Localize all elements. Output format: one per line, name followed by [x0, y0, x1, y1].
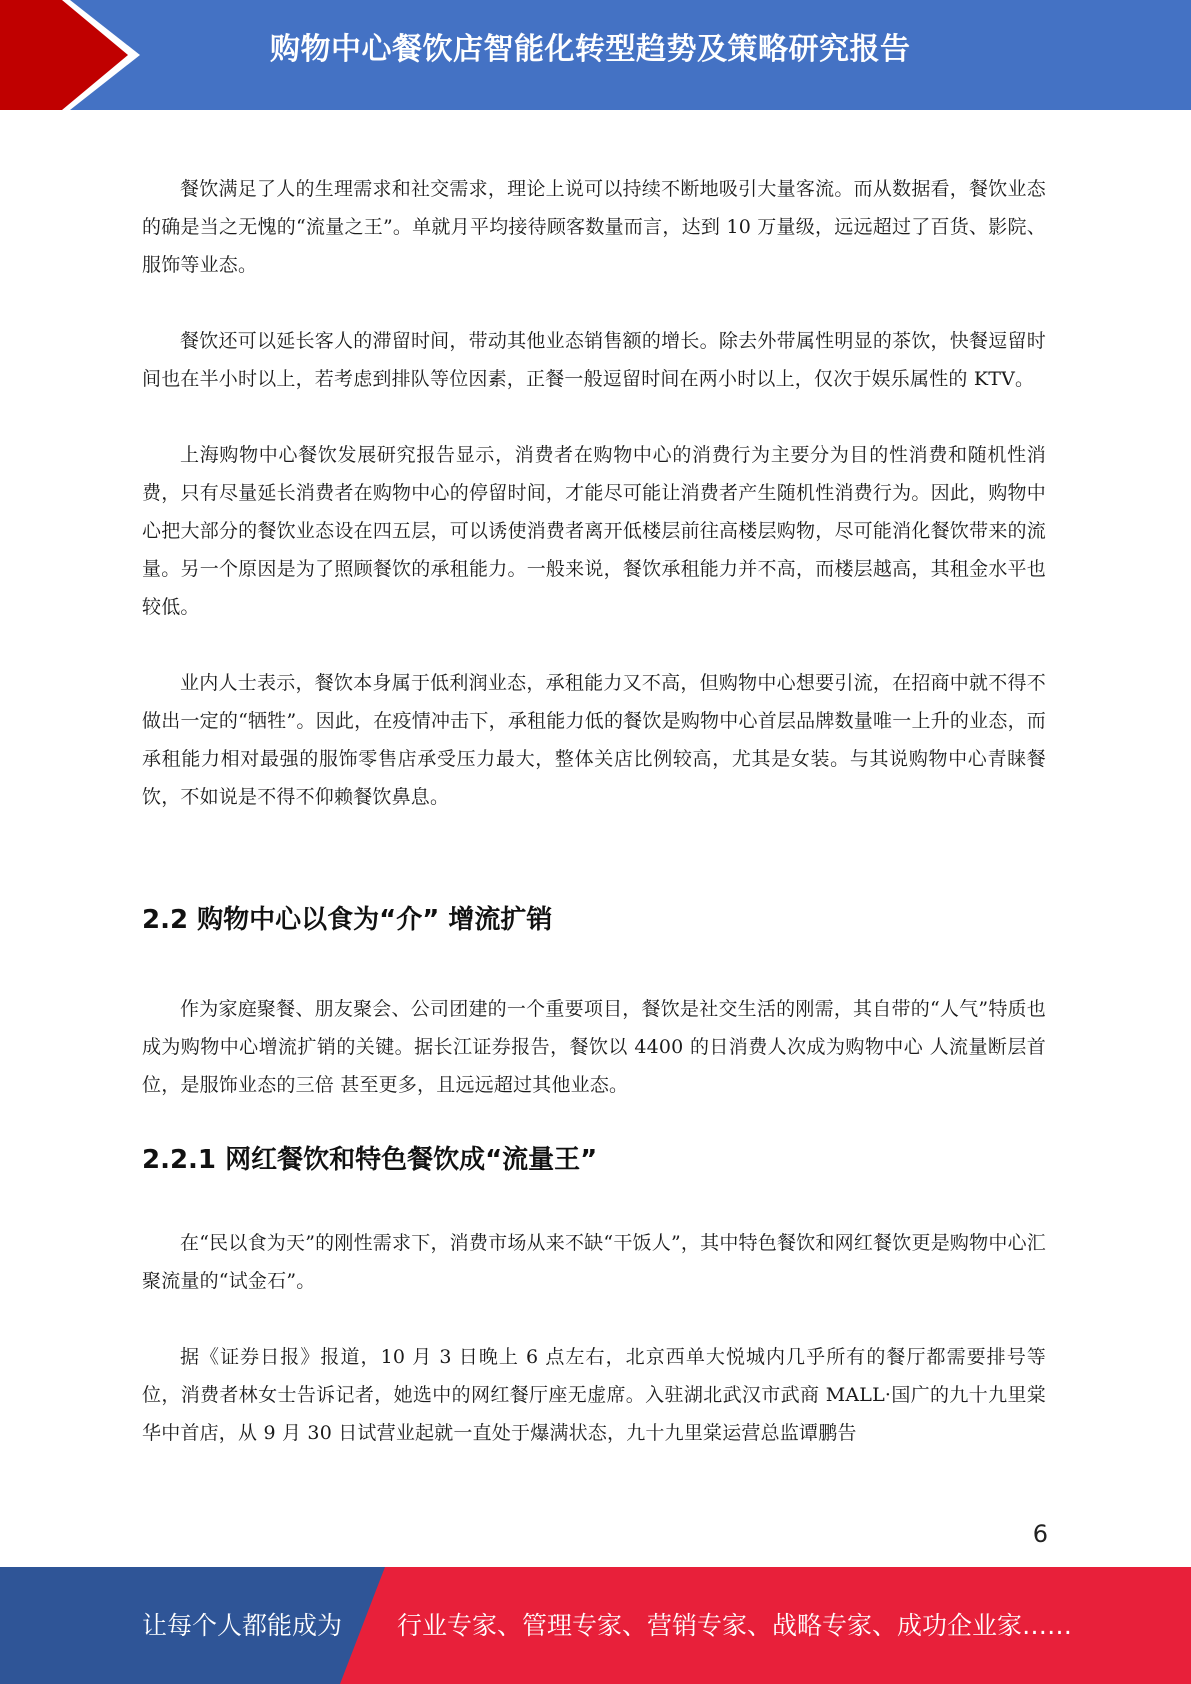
report-title: 购物中心餐饮店智能化转型趋势及策略研究报告	[270, 32, 911, 67]
paragraph-dwell-time: 餐饮还可以延长客人的滞留时间，带动其他业态销售额的增长。除去外带属性明显的茶饮，快餐逗留时间也在半小时以上，若考虑到排队等位因素，正餐一般逗留时间在两小时以上，仅次于娱乐属性的 KTV。	[142, 330, 1046, 390]
paragraph-securities-daily-report: 据《证券日报》报道，10 月 3 日晚上 6 点左右，北京西单大悦城内几乎所有的餐厅都需要排号等位，消费者林女士告诉记者，她选中的网红餐厅座无虚席。入驻湖北武汉市武商 MALL·国广的九十九里棠华中首店，从 9 月 30 日试营业起就一直处于爆满状态，九十九里棠运营总监谭鹏告	[142, 1346, 1046, 1444]
paragraph-internet-famous-dining: 在“民以食为天”的刚性需求下，消费市场从来不缺“干饭人”，其中特色餐饮和网红餐饮更是购物中心汇聚流量的“试金石”。	[142, 1232, 1046, 1292]
paragraph-shanghai-report: 上海购物中心餐饮发展研究报告显示，消费者在购物中心的消费行为主要分为目的性消费和随机性消费，只有尽量延长消费者在购物中心的停留时间，才能尽可能让消费者产生随机性消费行为。因此，购物中心把大部分的餐饮业态设在四五层，可以诱使消费者离开低楼层前往高楼层购物，尽可能消化餐饮带来的流量。另一个原因是为了照顾餐饮的承租能力。一般来说，餐饮承租能力并不高，而楼层越高，其租金水平也较低。	[142, 444, 1046, 618]
section-heading-2-2: 2.2 购物中心以食为“介” 增流扩销	[142, 905, 553, 935]
footer-slogan-left: 让每个人都能成为	[142, 1611, 343, 1640]
page-body	[142, 170, 1046, 1452]
paragraph-industry-insiders: 业内人士表示，餐饮本身属于低利润业态，承租能力又不高，但购物中心想要引流，在招商中就不得不做出一定的“牺牲”。因此，在疫情冲击下，承租能力低的餐饮是购物中心首层品牌数量唯一上升的业态，而承租能力相对最强的服饰零售店承受压力最大，整体关店比例较高，尤其是女装。与其说购物中心青睐餐饮，不如说是不得不仰赖餐饮鼻息。	[142, 672, 1046, 808]
paragraph-dining-traffic-king: 餐饮满足了人的生理需求和社交需求，理论上说可以持续不断地吸引大量客流。而从数据看，餐饮业态的确是当之无愧的“流量之王”。单就月平均接待顾客数量而言，达到 10 万量级，远远超过了百货、影院、服饰等业态。	[142, 178, 1046, 276]
footer-slogan-right: 行业专家、管理专家、营销专家、战略专家、成功企业家……	[397, 1611, 1073, 1640]
page-number: 6	[1032, 1520, 1048, 1548]
page-header	[0, 0, 1191, 110]
section-heading-2-2-1: 2.2.1 网红餐饮和特色餐饮成“流量王”	[142, 1145, 598, 1175]
page-footer	[0, 1567, 1191, 1684]
paragraph-social-dining: 作为家庭聚餐、朋友聚会、公司团建的一个重要项目，餐饮是社交生活的刚需，其自带的“人气”特质也成为购物中心增流扩销的关键。据长江证券报告，餐饮以 4400 的日消费人次成为购物中心 人流量断层首位，是服饰业态的三倍 甚至更多，且远远超过其他业态。	[142, 998, 1046, 1096]
